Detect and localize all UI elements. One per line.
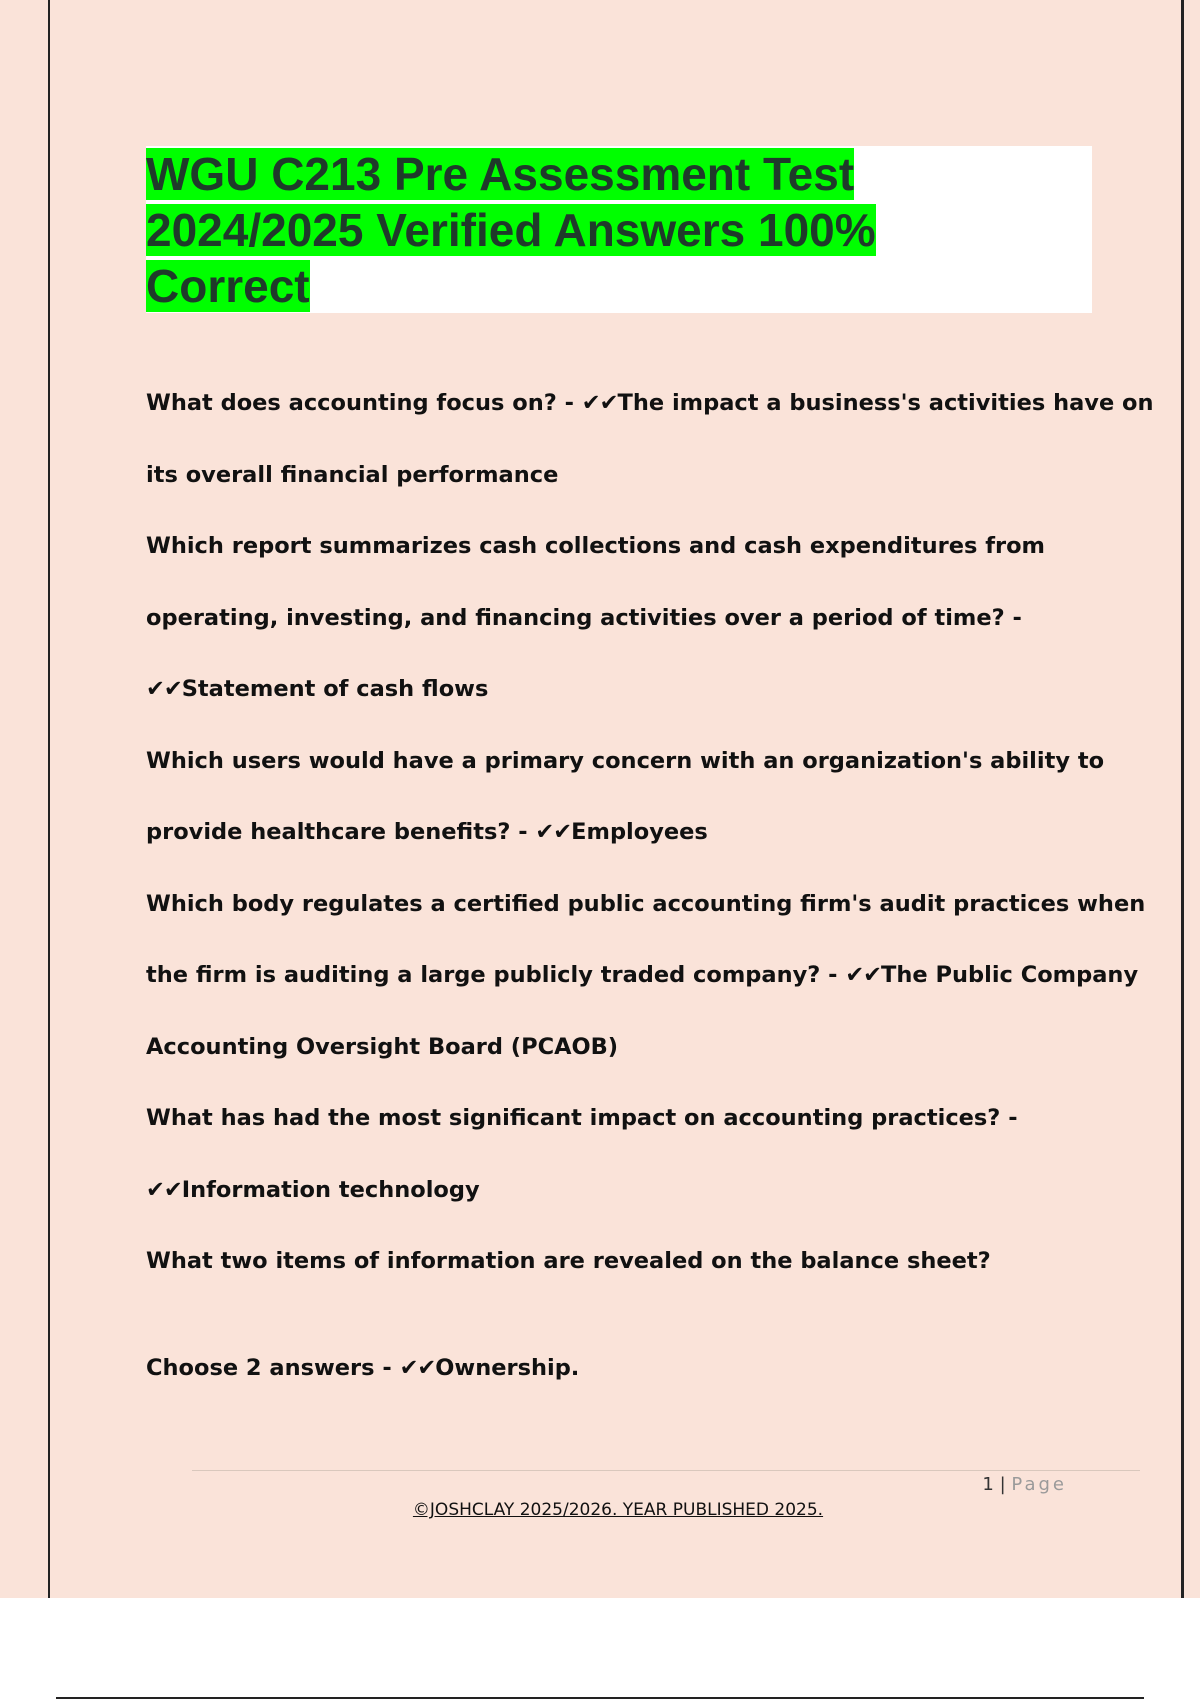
question-text: Which body regulates a certified public accounting firm's audit practices when bbox=[146, 890, 1146, 917]
page-number-separator: | bbox=[999, 1474, 1006, 1495]
check-icon: ✔✔ bbox=[845, 962, 882, 988]
page-margin-right bbox=[1184, 0, 1200, 1598]
copyright-footer: ©JOSHCLAY 2025/2026. YEAR PUBLISHED 2025. bbox=[412, 1500, 824, 1520]
document-title bbox=[146, 146, 1092, 314]
question-text: Which users would have a primary concern with an organization's ability to bbox=[146, 747, 1105, 774]
answer-text: Employees bbox=[571, 819, 708, 845]
check-icon: ✔✔ bbox=[146, 676, 182, 702]
question-text: provide healthcare benefits? - bbox=[146, 819, 536, 845]
check-icon: ✔✔ bbox=[581, 390, 618, 416]
qa-line bbox=[146, 1083, 1136, 1155]
page-margin-left bbox=[0, 0, 48, 1598]
qa-line bbox=[146, 1155, 1136, 1227]
title-line-3: Correct bbox=[146, 260, 310, 312]
qa-line bbox=[146, 797, 1136, 869]
qa-line bbox=[146, 726, 1136, 798]
question-text: What two items of information are revealed on the balance sheet? bbox=[146, 1248, 991, 1274]
qa-line bbox=[146, 869, 1146, 941]
qa-line bbox=[146, 940, 1139, 1012]
question-text: Choose 2 answers - bbox=[146, 1354, 400, 1381]
page-number-value: 1 bbox=[982, 1474, 994, 1495]
footer-divider bbox=[192, 1470, 1140, 1471]
qa-line bbox=[146, 1298, 1136, 1438]
question-text: What has had the most significant impact on accounting practices? - bbox=[146, 1105, 1018, 1131]
qa-line bbox=[146, 583, 1136, 655]
qa-line bbox=[146, 1226, 1136, 1298]
title-line-1: WGU C213 Pre Assessment Test bbox=[146, 148, 855, 200]
page-label: Page bbox=[1011, 1474, 1067, 1495]
question-text: its overall financial performance bbox=[146, 461, 559, 488]
title-line-2: 2024/2025 Verified Answers 100% bbox=[146, 204, 876, 256]
question-text: Accounting Oversight Board (PCAOB) bbox=[146, 1033, 619, 1060]
qa-list bbox=[146, 368, 1154, 1438]
question-text: operating, investing, and financing activities over a period of time? - bbox=[146, 604, 1022, 631]
qa-line bbox=[146, 440, 1136, 512]
qa-line bbox=[146, 368, 1154, 440]
document-page bbox=[48, 0, 1184, 1598]
answer-text: The impact a business's activities have on bbox=[617, 390, 1154, 416]
answer-text: The Public Company bbox=[881, 962, 1139, 988]
check-icon: ✔✔ bbox=[535, 819, 572, 845]
check-icon: ✔✔ bbox=[146, 1176, 182, 1203]
question-text: Which report summarizes cash collections and cash expenditures from bbox=[146, 533, 1045, 559]
check-icon: ✔✔ bbox=[399, 1354, 436, 1381]
answer-text: Ownership. bbox=[435, 1354, 580, 1381]
answer-text: Statement of cash flows bbox=[181, 676, 489, 702]
question-text: the firm is auditing a large publicly traded company? - bbox=[146, 962, 846, 988]
next-page-top-rule bbox=[56, 1697, 1144, 1699]
question-text: What does accounting focus on? - bbox=[146, 390, 582, 416]
qa-line bbox=[146, 654, 1136, 726]
qa-line bbox=[146, 1012, 1136, 1084]
answer-text: Information technology bbox=[181, 1176, 480, 1203]
page-number bbox=[982, 1474, 1067, 1495]
title-block bbox=[146, 146, 1092, 313]
qa-line bbox=[146, 511, 1136, 583]
